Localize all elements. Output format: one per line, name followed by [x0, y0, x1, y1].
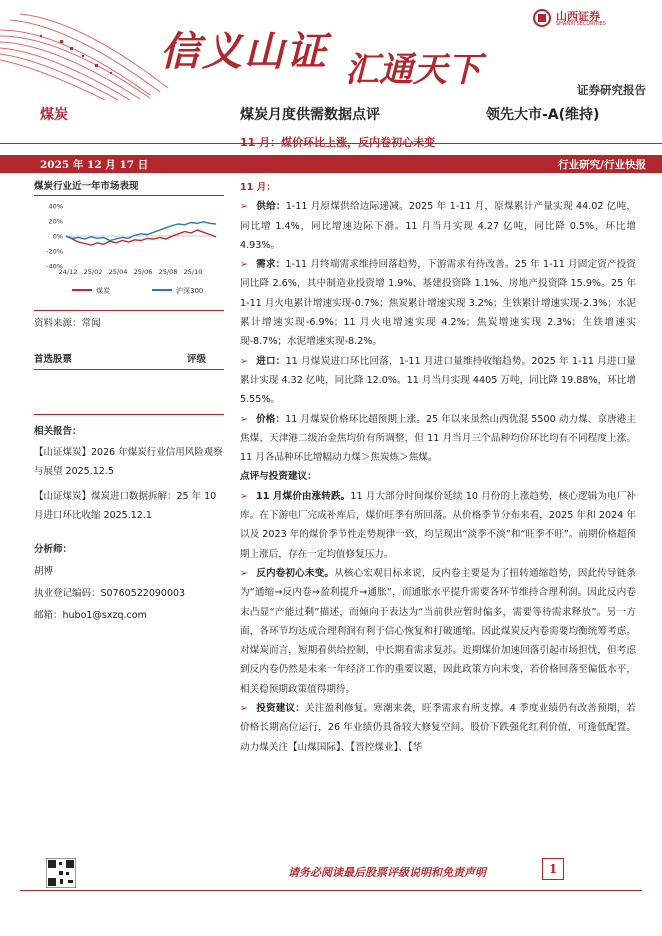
supply-text: 1-11 月原煤供给边际递减。2025 年 1-11 月，原煤累计产量实现 44.02 亿吨，同比增 1.4%，同比增速边际下滑。11 月当月实现 4.27 亿吨，同比降 0.5%，环比增 4.93%。	[240, 201, 636, 251]
price-text: 11 月煤炭价格环比超预期上涨。25 年以来虽然山西优混 5500 动力煤、京唐港主焦煤、天津港二级冶金焦均价有所调整，但 11 月当月三个品种均价环比均有不同程度上涨。11 月各品种环比增幅动力煤＞焦炭炼＞焦煤。	[240, 413, 637, 464]
y-tick-label: 40%	[48, 202, 63, 211]
x-tick-label: 25/02	[83, 268, 103, 276]
analyst-title: 分析师：	[34, 544, 73, 555]
related-report[interactable]: 【山证煤炭】煤炭进口数据拆解：25 年 10 月进口环比收缩 2025.12.1	[34, 491, 217, 521]
supply-label: 供给：	[256, 201, 286, 213]
related-title: 相关报告：	[34, 426, 82, 437]
slogan-right: 汇通天下	[345, 50, 481, 90]
page-header	[0, 0, 662, 110]
report-title: 煤炭月度供需数据点评	[240, 107, 380, 123]
logo-en: SHANXI SECURITIES	[556, 21, 606, 27]
legend-label: 沪深300	[176, 287, 204, 295]
y-tick-label: -20%	[46, 247, 63, 256]
divider	[34, 195, 224, 196]
page-number: 1	[542, 858, 564, 880]
price-label: 价格：	[256, 413, 286, 425]
report-type: 证券研究报告	[577, 83, 646, 97]
report-kind: 行业研究/行业快报	[558, 159, 646, 171]
chart-title: 煤炭行业近一年市场表现	[34, 181, 139, 192]
paragraph-demand	[240, 255, 636, 351]
company-logo	[532, 8, 652, 30]
paragraph-comment-1	[240, 487, 636, 564]
logo-cn: 山西证券	[556, 10, 600, 23]
arrow-icon: ➢	[240, 490, 249, 502]
decorative-swoosh-graphic	[0, 0, 180, 100]
comment-3-label: 投资建议：	[256, 703, 305, 715]
sector-title: 煤炭	[40, 107, 68, 123]
analyst-email[interactable]: 邮箱：hubo1@sxzq.com	[34, 610, 147, 621]
qr-code-icon	[46, 858, 76, 888]
demand-label: 需求：	[256, 259, 286, 271]
divider	[34, 369, 224, 370]
x-tick-label: 25/04	[108, 268, 128, 276]
stocks-header: 首选股票	[34, 354, 73, 365]
comment-title: 点评与投资建议：	[240, 471, 317, 483]
rating-header: 评级	[186, 354, 206, 365]
paragraph-import	[240, 352, 636, 410]
report-date: 2025 年 12 月 17 日	[40, 159, 149, 171]
logo-icon	[532, 8, 552, 28]
paragraph-comment-2	[240, 564, 636, 699]
arrow-icon: ➢	[240, 567, 249, 579]
stocks-header-row	[34, 351, 224, 365]
import-text: 11 月煤炭进口环比回落，1-11 月进口量维持收缩趋势。2025 年 1-11 月进口量累计实现 4.32 亿吨，同比降 12.0%。11 月当月实现 4405 万吨，同比降 19.88%，环比增 5.55%。	[240, 355, 637, 406]
x-tick-label: 25/10	[183, 268, 203, 276]
industry-rating: 领先大市-A(维持)	[486, 107, 600, 123]
slogan-left: 信义山证	[160, 28, 328, 75]
report-subtitle: 11 月：煤价环比上涨，反内卷初心未变	[240, 136, 436, 149]
comment-2-text: 从核心宏观目标来说，反内卷主要是为了扭转通缩趋势，因此传导链条为“通缩→反内卷→盈利提升→通胀”，而通胀水平提升需要各环节维持合理利润。因此反内卷末凸显“产能过剩”描述，而倾向于表达为“当前供应暂时偏多，需要等待需求释放”。另一方面，各环节均达成合理利润有利于信心恢复和打破通缩。因此煤炭反内卷需要均衡统筹考虑。对煤炭而言，短期看供给控制，中长期看需求复苏。近期煤价加速回落引起市场担忧，但考虑到反内卷仍然是未来一年经济工作的重要议题，因此政策方向未变，若价格回落至偏低水平，相关稳预期政策值得期待。	[240, 567, 637, 695]
comment-1-label: 11 月煤价由涨转跌。	[256, 490, 351, 502]
comment-1-text: 11 月大部分时间煤价延续 10 月份的上涨趋势，核心逻辑为电厂补库。在下游电厂完成补库后，煤价旺季有所回落。从价格季节分布来看，2025 年和 2024 年以及 2023 年的煤价季节性走势规律一致，均呈现出“淡季不淡”和“旺季不旺”。前期价格超预期上涨后，存在一定均值修复压力。	[240, 490, 636, 560]
x-tick-label: 24/12	[58, 268, 78, 276]
related-report[interactable]: 【山证煤炭】2026 年煤炭行业信用风险观察与展望 2025.12.5	[34, 447, 223, 477]
paragraph-comment-3	[240, 699, 636, 757]
sidebar	[34, 176, 224, 621]
analyst-license: 执业登记编码：S0760522090003	[34, 588, 186, 599]
arrow-icon: ➢	[240, 703, 249, 715]
comment-3-text: 关注盈利修复。寒潮来袭，旺季需求有所支撑。4 季度业绩仍有改善预期，若价格长期高位运行，26 年业绩仍具备较大修复空间。股价下跌强化红利价值，可逢低配置。动力煤关注【山煤国际】、【晋控煤业】、【华	[240, 703, 637, 753]
disclaimer-link[interactable]: 请务必阅读最后股票评级说明和免责声明	[288, 866, 486, 879]
arrow-icon: ➢	[240, 259, 249, 271]
date-bar	[0, 155, 662, 173]
performance-chart	[34, 200, 224, 300]
y-tick-label: 0%	[52, 232, 63, 241]
x-tick-label: 25/06	[133, 268, 153, 276]
demand-text: 1-11 月终端需求维持回落趋势，下游需求有待改善。25 年 1-11 月固定资产投资同比降 2.6%，其中制造业投资增 1.9%、基建投资降 1.1%、房地产投资降 15.9%。25 年 1-11 月火电累计增速实现-0.7%；焦炭累计增速实现 3.2%；生铁累计增速实现-2.3%；水泥累计增速实现-6.9%；11 月火电增速实现 4.2%；焦炭增速实现 2.3%；生铁增速实现-8.7%；水泥增速实现-8.2%。	[240, 259, 637, 348]
import-label: 进口：	[256, 355, 286, 367]
divider	[34, 310, 224, 311]
legend-label: 煤炭	[96, 287, 110, 295]
paragraph-price	[240, 410, 636, 468]
arrow-icon: ➢	[240, 355, 249, 367]
y-tick-label: -40%	[46, 262, 63, 271]
analyst-name: 胡博	[34, 566, 54, 577]
arrow-icon: ➢	[240, 413, 249, 425]
chart-source: 资料来源：常闻	[34, 318, 101, 329]
y-tick-label: 20%	[48, 217, 63, 226]
comment-2-label: 反内卷初心未变。	[256, 567, 335, 579]
divider	[34, 414, 224, 415]
footer-divider	[20, 890, 642, 891]
arrow-icon: ➢	[240, 201, 249, 213]
paragraph-supply	[240, 197, 636, 255]
month-label: 11 月：	[240, 182, 276, 193]
x-tick-label: 25/08	[158, 268, 178, 276]
main-body	[240, 178, 636, 757]
